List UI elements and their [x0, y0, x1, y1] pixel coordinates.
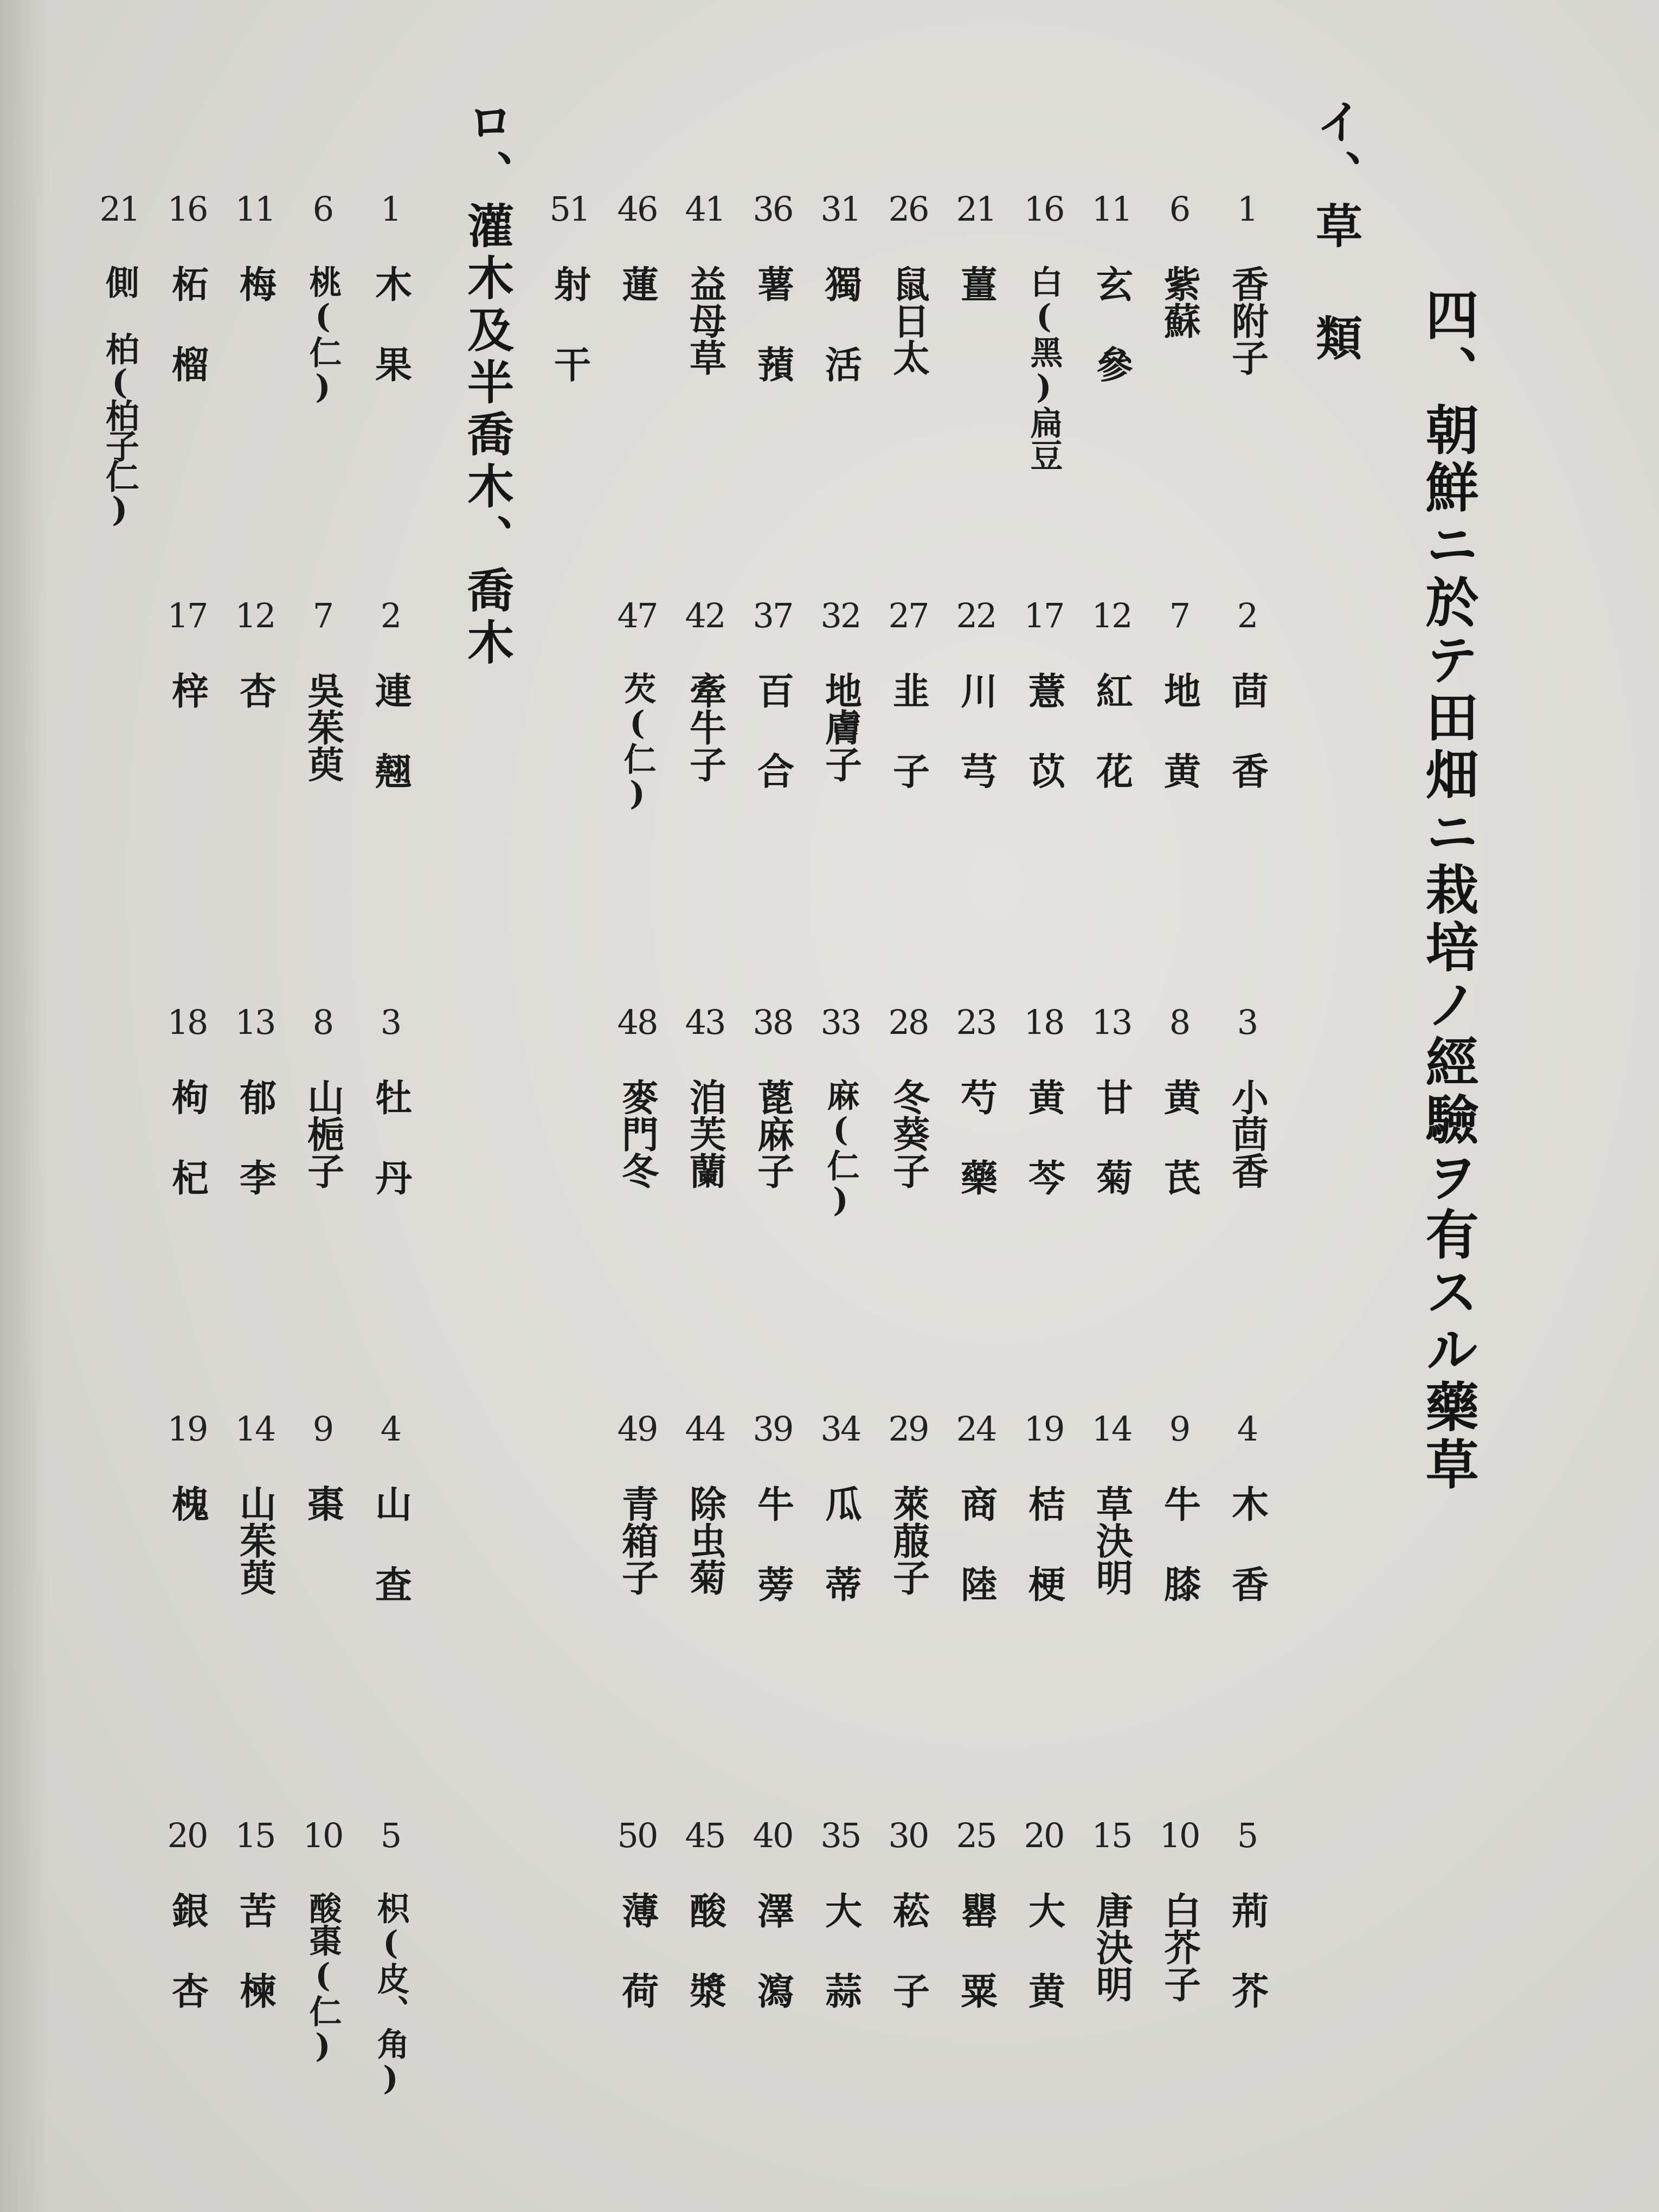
entry-number: 4 — [1237, 1409, 1257, 1449]
entry-number: 15 — [1091, 1816, 1131, 1855]
entry-name: 百 合 — [751, 672, 795, 789]
entry-name: 棗 — [301, 1485, 345, 1522]
entry-name: 牡 丹 — [369, 1078, 413, 1195]
entry-name: 薄 荷 — [615, 1892, 659, 2009]
entry-number: 51 — [549, 189, 589, 229]
entry-number: 2 — [380, 596, 401, 635]
entry-number: 27 — [888, 596, 928, 635]
entry-number: 8 — [312, 1002, 333, 1042]
entry-name: 黄 芩 — [1022, 1078, 1066, 1195]
entry-number: 5 — [380, 1816, 401, 1855]
entry-number: 25 — [956, 1816, 996, 1855]
entry-number: 15 — [235, 1816, 275, 1855]
entry-number: 14 — [1091, 1409, 1131, 1449]
entry-name: 紫蘇 — [1158, 265, 1201, 339]
tree-entry — [79, 189, 160, 528]
entry-name: 甘 菊 — [1090, 1078, 1134, 1195]
entry-name: 菘 子 — [886, 1892, 930, 2009]
entry-number: 18 — [167, 1002, 207, 1042]
entry-number: 32 — [820, 596, 860, 635]
entry-name: 麻(仁) — [821, 1078, 860, 1219]
entry-name: 山 査 — [369, 1485, 413, 1602]
entry-name: 桔 梗 — [1022, 1485, 1066, 1602]
entry-name: 香附子 — [1225, 265, 1269, 376]
herb-entry — [596, 596, 678, 815]
entry-name: 白芥子 — [1158, 1892, 1201, 2002]
entry-number: 16 — [1024, 189, 1064, 229]
page-title: 四、朝鮮ニ於テ田畑ニ栽培ノ經驗ヲ有スル藥草 — [1417, 287, 1479, 1494]
entry-name: 荊 芥 — [1225, 1892, 1269, 2009]
entry-name: 麥門冬 — [615, 1078, 659, 1189]
entry-name: 瓜 蒂 — [819, 1485, 863, 1602]
entry-number: 10 — [1159, 1816, 1199, 1855]
entry-number: 50 — [617, 1816, 657, 1855]
tree-entry — [146, 1002, 228, 1198]
entry-name: 槐 — [165, 1485, 209, 1522]
tree-entry — [146, 596, 228, 711]
entry-name: 罌 粟 — [954, 1892, 998, 2009]
entry-number: 1 — [380, 189, 401, 229]
entry-number: 28 — [888, 1002, 928, 1042]
entry-name: 側 柏(柏子仁) — [100, 265, 140, 526]
entry-name: 除虫菊 — [683, 1485, 727, 1596]
entry-number: 7 — [312, 596, 333, 635]
entry-name: 冬葵子 — [886, 1078, 930, 1189]
entry-number: 21 — [956, 189, 996, 229]
entry-name: 地膚子 — [819, 672, 863, 782]
entry-name: 桃(仁) — [304, 265, 342, 406]
entry-name: 洎芙蘭 — [683, 1078, 727, 1189]
entry-number: 4 — [380, 1409, 401, 1449]
entry-number: 48 — [617, 1002, 657, 1042]
entry-name: 唐決明 — [1090, 1892, 1134, 2002]
entry-name: 山梔子 — [301, 1078, 345, 1189]
entry-number: 12 — [1091, 596, 1131, 635]
entry-name: 青箱子 — [615, 1485, 659, 1596]
entry-name: 獨 活 — [819, 265, 863, 382]
section-heading-trees: ロ、灌木及半喬木、喬木 — [459, 98, 514, 670]
entry-name: 射 干 — [548, 265, 591, 382]
tree-entry — [146, 1409, 228, 1524]
entry-name: 枸 杞 — [165, 1078, 209, 1195]
entry-number: 26 — [888, 189, 928, 229]
entry-name: 益母草 — [683, 265, 727, 376]
entry-number: 12 — [235, 596, 275, 635]
entry-number: 38 — [753, 1002, 793, 1042]
entry-number: 13 — [1091, 1002, 1131, 1042]
entry-number: 44 — [685, 1409, 725, 1449]
entry-name: 酸 漿 — [683, 1892, 727, 2009]
section-heading-herbs: イ、草 類 — [1308, 98, 1362, 366]
entry-number: 46 — [617, 189, 657, 229]
entry-name: 商 陸 — [954, 1485, 998, 1602]
entry-number: 11 — [1091, 189, 1131, 229]
entry-name: 茴 香 — [1225, 672, 1269, 789]
entry-name: 大 蒜 — [819, 1892, 863, 2009]
entry-number: 17 — [167, 596, 207, 635]
entry-name: 玄 參 — [1090, 265, 1134, 382]
entry-name: 牛 膝 — [1158, 1485, 1201, 1602]
entry-number: 6 — [312, 189, 333, 229]
entry-name: 大 黄 — [1022, 1892, 1066, 2009]
entry-number: 31 — [820, 189, 860, 229]
entry-number: 18 — [1024, 1002, 1064, 1042]
entry-name: 小茴香 — [1225, 1078, 1269, 1189]
entry-name: 牛 蒡 — [751, 1485, 795, 1602]
entry-name: 牽牛子 — [683, 672, 727, 782]
entry-name: 木 香 — [1225, 1485, 1269, 1602]
entry-name: 草決明 — [1090, 1485, 1134, 1596]
entry-name: 薯 蕷 — [751, 265, 795, 382]
entry-number: 9 — [312, 1409, 333, 1449]
entry-name: 連 翹 — [369, 672, 413, 789]
entry-name: 銀 杏 — [165, 1892, 209, 2009]
entry-name: 梓 — [165, 672, 209, 709]
entry-name: 白(黑)扁豆 — [1025, 265, 1063, 471]
entry-number: 36 — [753, 189, 793, 229]
entry-number: 34 — [820, 1409, 860, 1449]
entry-number: 42 — [685, 596, 725, 635]
entry-number: 16 — [167, 189, 207, 229]
entry-name: 苦 楝 — [233, 1892, 277, 2009]
entry-name: 蓖麻子 — [751, 1078, 795, 1189]
entry-number: 1 — [1237, 189, 1257, 229]
entry-number: 30 — [888, 1816, 928, 1855]
entry-name: 薑 — [954, 265, 998, 302]
entry-number: 33 — [820, 1002, 860, 1042]
entry-number: 9 — [1169, 1409, 1189, 1449]
entry-number: 20 — [167, 1816, 207, 1855]
entry-name: 酸棗(仁) — [304, 1892, 342, 2065]
entry-number: 37 — [753, 596, 793, 635]
entry-name: 蓮 — [615, 265, 659, 302]
entry-number: 22 — [956, 596, 996, 635]
entry-name: 紅 花 — [1090, 672, 1134, 789]
entry-name: 杏 — [233, 672, 277, 709]
entry-name: 枳(皮、角) — [371, 1892, 410, 2098]
entry-number: 3 — [380, 1002, 401, 1042]
entry-number: 29 — [888, 1409, 928, 1449]
entry-number: 14 — [235, 1409, 275, 1449]
entry-number: 3 — [1237, 1002, 1257, 1042]
herb-entry — [529, 189, 610, 384]
entry-number: 47 — [617, 596, 657, 635]
entry-number: 24 — [956, 1409, 996, 1449]
entry-number: 19 — [167, 1409, 207, 1449]
entry-name: 芡(仁) — [618, 672, 657, 813]
entry-name: 芍 藥 — [954, 1078, 998, 1195]
entry-number: 40 — [753, 1816, 793, 1855]
entry-number: 19 — [1024, 1409, 1064, 1449]
entry-name: 薏 苡 — [1022, 672, 1066, 789]
entry-name: 柘 榴 — [165, 265, 209, 382]
entry-name: 吳茱萸 — [301, 672, 345, 782]
entry-number: 35 — [820, 1816, 860, 1855]
herb-entry — [596, 1002, 678, 1191]
entry-number: 11 — [235, 189, 275, 229]
entry-number: 13 — [235, 1002, 275, 1042]
entry-number: 10 — [303, 1816, 343, 1855]
entry-name: 山茱萸 — [233, 1485, 277, 1596]
entry-number: 43 — [685, 1002, 725, 1042]
entry-number: 20 — [1024, 1816, 1064, 1855]
entry-number: 45 — [685, 1816, 725, 1855]
entry-name: 郁 李 — [233, 1078, 277, 1195]
entry-number: 8 — [1169, 1002, 1189, 1042]
entry-number: 23 — [956, 1002, 996, 1042]
herb-entry — [596, 1409, 678, 1598]
entry-number: 7 — [1169, 596, 1189, 635]
entry-number: 5 — [1237, 1816, 1257, 1855]
tree-entry — [146, 1816, 228, 2011]
entry-name: 黄 芪 — [1158, 1078, 1201, 1195]
entry-name: 萊菔子 — [886, 1485, 930, 1596]
entry-number: 41 — [685, 189, 725, 229]
entry-name: 鼠日太 — [886, 265, 930, 376]
entry-name: 澤 瀉 — [751, 1892, 795, 2009]
entry-number: 2 — [1237, 596, 1257, 635]
entry-name: 梅 — [233, 265, 277, 302]
entry-number: 21 — [99, 189, 139, 229]
entry-name: 木 果 — [369, 265, 413, 382]
entry-name: 川 芎 — [954, 672, 998, 789]
entry-number: 6 — [1169, 189, 1189, 229]
entry-number: 39 — [753, 1409, 793, 1449]
entry-number: 17 — [1024, 596, 1064, 635]
herb-entry — [596, 1816, 678, 2011]
entry-name: 韭 子 — [886, 672, 930, 789]
entry-name: 地 黄 — [1158, 672, 1201, 789]
entry-number: 49 — [617, 1409, 657, 1449]
